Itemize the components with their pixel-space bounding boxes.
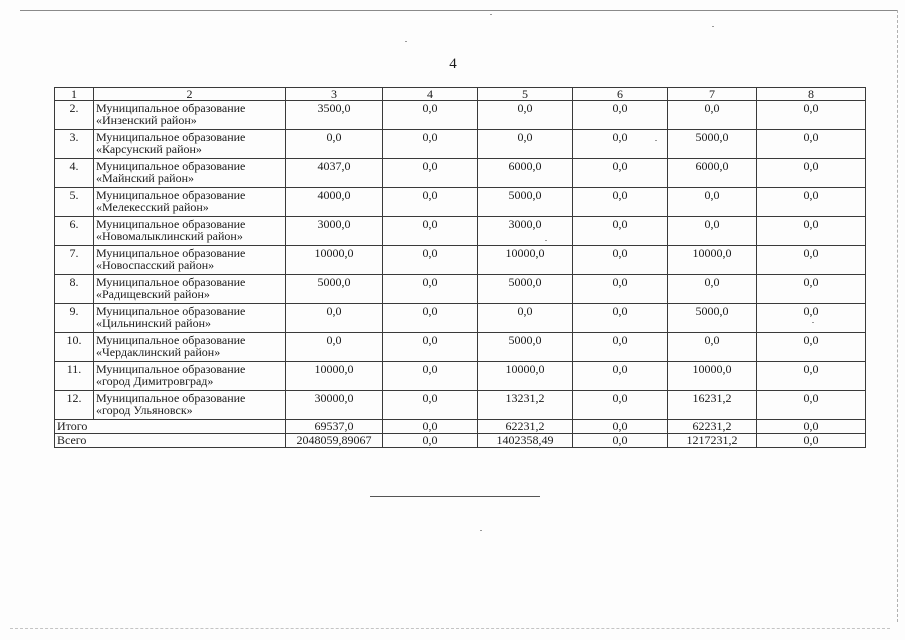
page-top-edge: [20, 10, 898, 11]
value-cell-col-3: 0,0: [286, 304, 383, 333]
value-cell-col-8: 0,0: [757, 101, 866, 130]
table-row: [55, 101, 866, 130]
municipality-name-line1: Муниципальное образование: [96, 130, 246, 144]
total-value-col-8: 0,0: [757, 434, 866, 448]
value-cell-col-7: 10000,0: [668, 246, 757, 275]
municipality-name-line1: Муниципальное образование: [96, 246, 246, 260]
value-cell-col-3: 0,0: [286, 130, 383, 159]
value-cell-col-5: 0,0: [478, 130, 573, 159]
municipality-name-line2: «город Ульяновск»: [96, 403, 193, 417]
municipality-name-line2: «Инзенский район»: [96, 113, 197, 127]
table-row: [55, 246, 866, 275]
value-cell-col-6: 0,0: [573, 130, 668, 159]
value-cell-col-6: 0,0: [573, 362, 668, 391]
municipality-name-line2: «Мелекесский район»: [96, 200, 209, 214]
value-cell-col-5: 13231,2: [478, 391, 573, 420]
row-number: 9.: [55, 304, 94, 333]
page-right-edge: [897, 10, 898, 622]
header-cell-8: 8: [757, 88, 866, 101]
row-number: 7.: [55, 246, 94, 275]
table-row: [55, 275, 866, 304]
value-cell-col-4: 0,0: [383, 217, 478, 246]
value-cell-col-4: 0,0: [383, 304, 478, 333]
value-cell-col-7: 0,0: [668, 101, 757, 130]
value-cell-col-6: 0,0: [573, 188, 668, 217]
total-value-col-4: 0,0: [383, 420, 478, 434]
municipality-name-line1: Муниципальное образование: [96, 275, 246, 289]
value-cell-col-3: 30000,0: [286, 391, 383, 420]
value-cell-col-6: 0,0: [573, 275, 668, 304]
value-cell-col-5: 5000,0: [478, 188, 573, 217]
table-row: [55, 362, 866, 391]
scan-speck: [490, 14, 492, 15]
municipality-name: [94, 130, 286, 159]
value-cell-col-5: 0,0: [478, 101, 573, 130]
value-cell-col-5: 6000,0: [478, 159, 573, 188]
total-value-col-3: 2048059,89067: [286, 434, 383, 448]
value-cell-col-4: 0,0: [383, 188, 478, 217]
value-cell-col-6: 0,0: [573, 333, 668, 362]
value-cell-col-5: 10000,0: [478, 246, 573, 275]
page-bottom-edge: [10, 628, 890, 629]
value-cell-col-8: 0,0: [757, 391, 866, 420]
table-row: [55, 333, 866, 362]
value-cell-col-5: 3000,0: [478, 217, 573, 246]
scan-speck: [405, 41, 407, 42]
page-number: 4: [449, 56, 457, 72]
header-row: [55, 88, 866, 101]
budget-table: [54, 87, 866, 448]
value-cell-col-3: 10000,0: [286, 246, 383, 275]
table-row: [55, 391, 866, 420]
municipality-name: [94, 188, 286, 217]
value-cell-col-8: 0,0: [757, 333, 866, 362]
value-cell-col-7: 0,0: [668, 217, 757, 246]
municipality-name-line1: Муниципальное образование: [96, 304, 246, 318]
value-cell-col-6: 0,0: [573, 304, 668, 333]
total-row: [55, 434, 866, 448]
header-cell-3: 3: [286, 88, 383, 101]
header-cell-7: 7: [668, 88, 757, 101]
municipality-name-line2: «Майнский район»: [96, 171, 195, 185]
value-cell-col-3: 3000,0: [286, 217, 383, 246]
municipality-name: [94, 362, 286, 391]
total-value-col-6: 0,0: [573, 434, 668, 448]
scan-speck: [655, 140, 657, 141]
scan-speck: [480, 530, 482, 531]
value-cell-col-6: 0,0: [573, 246, 668, 275]
header-cell-2: 2: [94, 88, 286, 101]
row-number: 8.: [55, 275, 94, 304]
total-value-col-7: 1217231,2: [668, 434, 757, 448]
municipality-name-line2: «Цильнинский район»: [96, 316, 211, 330]
total-value-col-4: 0,0: [383, 434, 478, 448]
municipality-name: [94, 159, 286, 188]
value-cell-col-7: 10000,0: [668, 362, 757, 391]
municipality-name-line2: «Радищевский район»: [96, 287, 210, 301]
scan-speck: [812, 322, 814, 323]
value-cell-col-5: 10000,0: [478, 362, 573, 391]
row-number: 10.: [55, 333, 94, 362]
value-cell-col-7: 6000,0: [668, 159, 757, 188]
value-cell-col-4: 0,0: [383, 391, 478, 420]
value-cell-col-8: 0,0: [757, 275, 866, 304]
header-cell-5: 5: [478, 88, 573, 101]
value-cell-col-8: 0,0: [757, 130, 866, 159]
municipality-name-line2: «Чердаклинский район»: [96, 345, 221, 359]
value-cell-col-8: 0,0: [757, 362, 866, 391]
total-value-col-8: 0,0: [757, 420, 866, 434]
municipality-name: [94, 246, 286, 275]
value-cell-col-7: 5000,0: [668, 130, 757, 159]
value-cell-col-4: 0,0: [383, 101, 478, 130]
municipality-name-line1: Муниципальное образование: [96, 217, 246, 231]
value-cell-col-8: 0,0: [757, 304, 866, 333]
value-cell-col-7: 16231,2: [668, 391, 757, 420]
municipality-name-line1: Муниципальное образование: [96, 188, 246, 202]
value-cell-col-7: 0,0: [668, 275, 757, 304]
value-cell-col-3: 5000,0: [286, 275, 383, 304]
value-cell-col-6: 0,0: [573, 391, 668, 420]
value-cell-col-5: 5000,0: [478, 275, 573, 304]
row-number: 12.: [55, 391, 94, 420]
municipality-name: [94, 275, 286, 304]
value-cell-col-6: 0,0: [573, 159, 668, 188]
header-cell-4: 4: [383, 88, 478, 101]
municipality-name: [94, 217, 286, 246]
value-cell-col-8: 0,0: [757, 159, 866, 188]
value-cell-col-8: 0,0: [757, 217, 866, 246]
table-row: [55, 217, 866, 246]
municipality-name: [94, 333, 286, 362]
municipality-name-line1: Муниципальное образование: [96, 362, 246, 376]
value-cell-col-8: 0,0: [757, 188, 866, 217]
value-cell-col-7: 0,0: [668, 188, 757, 217]
value-cell-col-3: 4037,0: [286, 159, 383, 188]
value-cell-col-7: 0,0: [668, 333, 757, 362]
scan-speck: [712, 26, 714, 27]
value-cell-col-3: 3500,0: [286, 101, 383, 130]
header-cell-1: 1: [55, 88, 94, 101]
value-cell-col-3: 4000,0: [286, 188, 383, 217]
table-body: [55, 101, 866, 448]
total-value-col-6: 0,0: [573, 420, 668, 434]
municipality-name-line1: Муниципальное образование: [96, 159, 246, 173]
value-cell-col-4: 0,0: [383, 159, 478, 188]
municipality-name-line2: «город Димитровград»: [96, 374, 214, 388]
total-row: [55, 420, 866, 434]
municipality-name-line2: «Карсунский район»: [96, 142, 202, 156]
municipality-name-line2: «Новоспасский район»: [96, 258, 215, 272]
value-cell-col-5: 0,0: [478, 304, 573, 333]
row-number: 2.: [55, 101, 94, 130]
value-cell-col-5: 5000,0: [478, 333, 573, 362]
total-label: Итого: [55, 420, 286, 434]
header-cell-6: 6: [573, 88, 668, 101]
total-value-col-5: 1402358,49: [478, 434, 573, 448]
value-cell-col-4: 0,0: [383, 333, 478, 362]
total-value-col-3: 69537,0: [286, 420, 383, 434]
value-cell-col-3: 0,0: [286, 333, 383, 362]
scan-speck: [545, 240, 547, 241]
table-row: [55, 188, 866, 217]
total-label: Всего: [55, 434, 286, 448]
value-cell-col-3: 10000,0: [286, 362, 383, 391]
value-cell-col-4: 0,0: [383, 362, 478, 391]
municipality-name: [94, 101, 286, 130]
municipality-name: [94, 304, 286, 333]
value-cell-col-6: 0,0: [573, 217, 668, 246]
municipality-name-line1: Муниципальное образование: [96, 101, 246, 115]
separator-line: [370, 496, 540, 497]
table-row: [55, 130, 866, 159]
row-number: 6.: [55, 217, 94, 246]
table-row: [55, 159, 866, 188]
row-number: 11.: [55, 362, 94, 391]
value-cell-col-4: 0,0: [383, 275, 478, 304]
municipality-name-line1: Муниципальное образование: [96, 333, 246, 347]
value-cell-col-8: 0,0: [757, 246, 866, 275]
total-value-col-5: 62231,2: [478, 420, 573, 434]
municipality-name: [94, 391, 286, 420]
row-number: 4.: [55, 159, 94, 188]
table-row: [55, 304, 866, 333]
value-cell-col-7: 5000,0: [668, 304, 757, 333]
row-number: 3.: [55, 130, 94, 159]
municipality-name-line2: «Новомалыклинский район»: [96, 229, 243, 243]
value-cell-col-4: 0,0: [383, 246, 478, 275]
total-value-col-7: 62231,2: [668, 420, 757, 434]
value-cell-col-6: 0,0: [573, 101, 668, 130]
municipality-name-line1: Муниципальное образование: [96, 391, 246, 405]
value-cell-col-4: 0,0: [383, 130, 478, 159]
row-number: 5.: [55, 188, 94, 217]
